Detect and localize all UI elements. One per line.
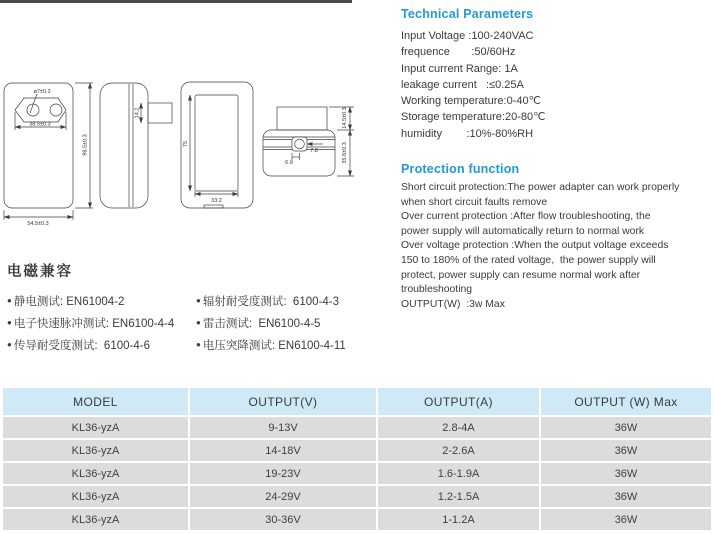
back-panel-height-label: 75 bbox=[183, 140, 189, 148]
cell-output-v: 19-23V bbox=[190, 463, 376, 484]
plug-depth-label: 14.5±0.3 bbox=[342, 107, 348, 129]
front-pin-diameter-label: ø7±0.3 bbox=[33, 89, 51, 95]
protection-line: Over current protection :After flow troubleshooting, the bbox=[401, 211, 651, 223]
back-panel bbox=[195, 95, 238, 191]
cell-output-a: 1-1.2A bbox=[378, 509, 539, 530]
tech-param-line: Storage temperature:20-80℃ bbox=[401, 111, 546, 124]
output-spec-table bbox=[3, 388, 711, 530]
protection-line: Over voltage protection :When the output voltage exceeds bbox=[401, 240, 669, 252]
top-view bbox=[263, 107, 354, 176]
col-header-output-v: OUTPUT(V) bbox=[190, 388, 376, 415]
technical-parameters-title: Technical Parameters bbox=[401, 7, 534, 21]
back-panel-width-label: 33.2 bbox=[211, 198, 222, 204]
emc-section bbox=[7, 260, 346, 356]
emc-left-column bbox=[7, 290, 196, 356]
col-header-output-w: OUTPUT (W) Max bbox=[541, 388, 711, 415]
emc-test-item bbox=[7, 334, 196, 356]
emc-title: 电磁兼容 bbox=[7, 264, 73, 280]
side-plug-blade bbox=[148, 103, 172, 123]
protection-line: protect, power supply can resume normal work after bbox=[401, 269, 641, 281]
top-divider bbox=[0, 0, 352, 3]
back-view bbox=[181, 82, 253, 208]
cell-output-v: 24-29V bbox=[190, 486, 376, 507]
plug-face-hexagon bbox=[15, 98, 66, 122]
cell-output-w: 36W bbox=[541, 486, 711, 507]
emc-test-label: 传导耐受度测试: 6100-4-6 bbox=[13, 340, 150, 352]
cell-model: KL36-yzA bbox=[3, 486, 188, 507]
protection-line: power supply will automatically return to normal work bbox=[401, 225, 645, 237]
protection-line: troubleshooting bbox=[401, 284, 473, 296]
emc-test-item bbox=[196, 290, 346, 312]
tech-param-line: Input Voltage :100-240VAC bbox=[401, 30, 534, 42]
emc-test-item bbox=[7, 312, 196, 334]
protection-line: when short circuit faults remove bbox=[401, 196, 548, 208]
front-pin-span-label: 38.5±0.3 bbox=[29, 121, 51, 128]
cell-model: KL36-yzA bbox=[3, 440, 188, 461]
cell-output-a: 2.8-4A bbox=[378, 417, 539, 438]
cell-output-w: 36W bbox=[541, 463, 711, 484]
cell-output-w: 36W bbox=[541, 509, 711, 530]
top-plug-block bbox=[277, 107, 327, 130]
adapter-dimension-drawings bbox=[0, 68, 395, 233]
bullet-icon: ● bbox=[7, 339, 12, 349]
tech-param-line: Working temperature:0-40℃ bbox=[401, 95, 541, 108]
cell-output-v: 9-13V bbox=[190, 417, 376, 438]
emc-test-label: 静电测试: EN61004-2 bbox=[13, 296, 125, 308]
cell-output-w: 36W bbox=[541, 440, 711, 461]
emc-test-label: 雷击测试: EN6100-4-5 bbox=[202, 318, 321, 330]
technical-parameters-section bbox=[401, 7, 545, 142]
bullet-icon: ● bbox=[196, 295, 201, 305]
bullet-icon: ● bbox=[7, 317, 12, 327]
col-header-model: MODEL bbox=[3, 388, 188, 415]
emc-test-item bbox=[196, 312, 346, 334]
front-view bbox=[4, 83, 93, 220]
emc-test-label: 辐射耐受度测试: 6100-4-3 bbox=[202, 296, 339, 308]
tech-param-line: leakage current :≤0.25A bbox=[401, 78, 524, 91]
table-row bbox=[3, 463, 711, 484]
table-row bbox=[3, 440, 711, 461]
cell-output-v: 30-36V bbox=[190, 509, 376, 530]
table-header-row bbox=[3, 388, 711, 415]
cell-model: KL36-yzA bbox=[3, 417, 188, 438]
cell-output-a: 1.2-1.5A bbox=[378, 486, 539, 507]
port-offset-label: 6.9 bbox=[285, 160, 293, 166]
tech-param-line: humidity :10%-80%RH bbox=[401, 127, 534, 140]
tech-param-line: frequence :50/60Hz bbox=[401, 46, 516, 59]
emc-right-column bbox=[196, 290, 346, 356]
technical-parameters-lines bbox=[401, 28, 545, 142]
tech-param-line: Input current Range: 1A bbox=[401, 62, 518, 75]
cell-output-a: 2-2.6A bbox=[378, 440, 539, 461]
side-blade-height-label: 14.2 bbox=[134, 107, 141, 119]
port-width-label: 7.8 bbox=[310, 148, 318, 154]
cell-model: KL36-yzA bbox=[3, 509, 188, 530]
front-height-label: 96.5±0.3 bbox=[82, 134, 89, 156]
side-body-outline bbox=[100, 83, 148, 208]
emc-test-item bbox=[7, 290, 196, 312]
bullet-icon: ● bbox=[196, 317, 201, 327]
pin-diameter-leader bbox=[30, 94, 37, 113]
protection-line: Short circuit protection:The power adapter can work properly bbox=[401, 182, 680, 193]
back-body-outline bbox=[181, 82, 253, 208]
cell-output-w: 36W bbox=[541, 417, 711, 438]
front-body-outline bbox=[4, 83, 73, 208]
cell-output-a: 1.6-1.9A bbox=[378, 463, 539, 484]
side-view bbox=[100, 83, 172, 208]
protection-function-section bbox=[401, 162, 713, 312]
cell-model: KL36-yzA bbox=[3, 463, 188, 484]
bullet-icon: ● bbox=[7, 295, 12, 305]
table-row bbox=[3, 509, 711, 530]
protection-line: OUTPUT(W) :3w Max bbox=[401, 298, 505, 310]
emc-test-item bbox=[196, 334, 346, 356]
back-bottom-tab bbox=[204, 205, 223, 208]
cell-output-v: 14-18V bbox=[190, 440, 376, 461]
body-depth-label: 35.6±0.3 bbox=[342, 142, 348, 164]
plug-pin-right bbox=[50, 104, 62, 116]
table-row bbox=[3, 417, 711, 438]
emc-columns bbox=[7, 290, 346, 356]
front-width-label: 54.5±0.3 bbox=[27, 221, 49, 227]
emc-test-label: 电压突降测试: EN6100-4-11 bbox=[202, 340, 346, 352]
col-header-output-a: OUTPUT(A) bbox=[378, 388, 539, 415]
protection-function-title: Protection function bbox=[401, 162, 520, 176]
emc-test-label: 电子快速脉冲测试: EN6100-4-4 bbox=[13, 318, 175, 330]
protection-line: 150 to 180% of the rated voltage, the power supply will bbox=[401, 254, 656, 266]
bullet-icon: ● bbox=[196, 339, 201, 349]
protection-function-lines bbox=[401, 181, 713, 312]
table-row bbox=[3, 486, 711, 507]
